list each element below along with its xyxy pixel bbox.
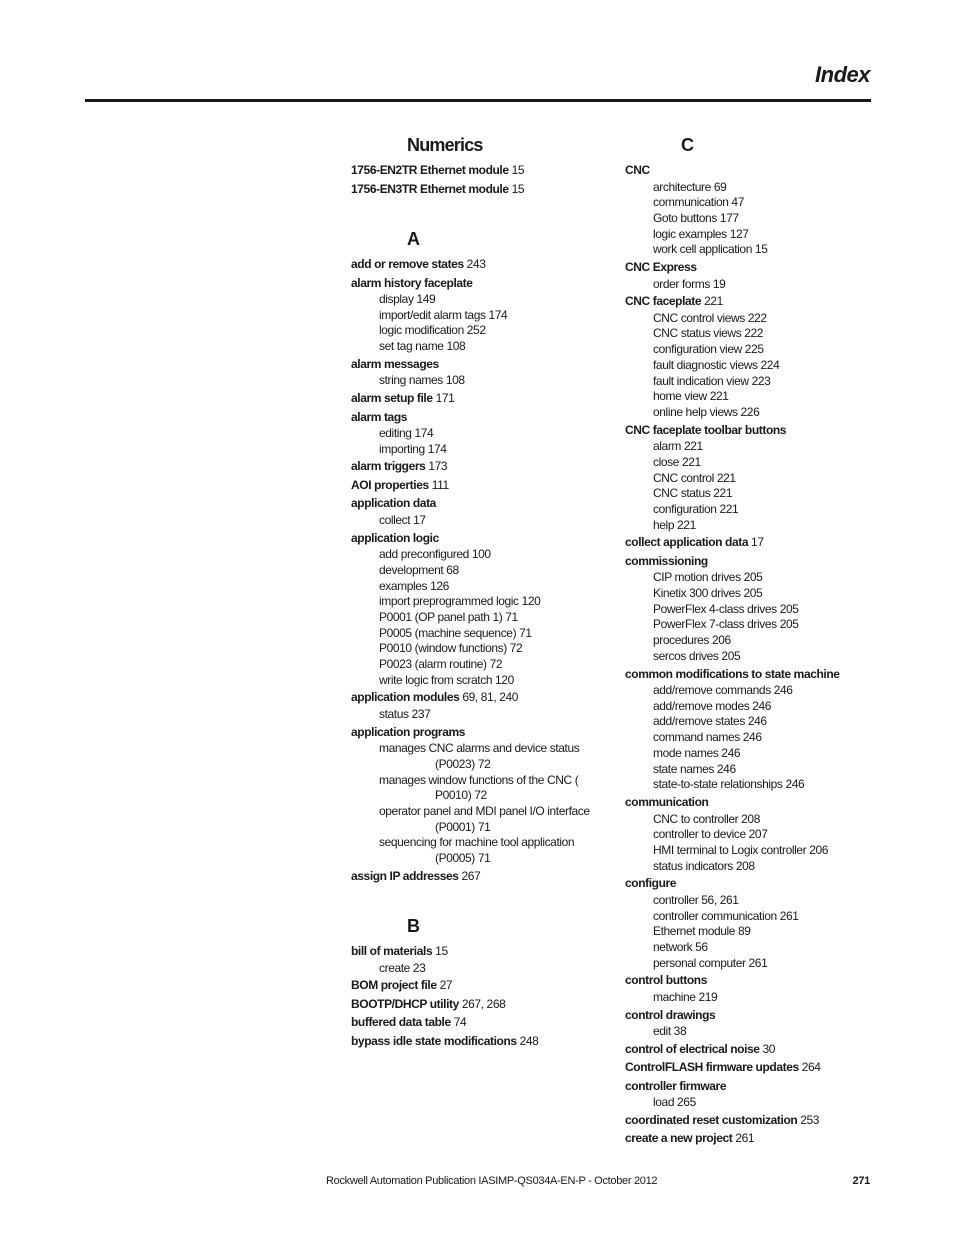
index-term: assign IP addresses bbox=[351, 868, 459, 883]
subentry-text: operator panel and MDI panel I/O interface bbox=[379, 803, 590, 818]
index-subentry: configuration view 225 bbox=[653, 342, 764, 357]
index-column-right bbox=[625, 128, 875, 1148]
page-refs: 17 bbox=[751, 535, 764, 550]
page-refs: 30 bbox=[762, 1041, 776, 1056]
index-term: application modules bbox=[351, 690, 460, 705]
subentry-text: manages CNC alarms and device status bbox=[379, 741, 580, 756]
index-term: alarm triggers bbox=[351, 459, 426, 474]
publication-info: Rockwell Automation Publication IASIMP-QS034A-EN-P - October 2012 bbox=[326, 1175, 658, 1187]
index-subentry: create 23 bbox=[379, 960, 426, 975]
index-subentry: CNC status 221 bbox=[653, 486, 733, 501]
index-term: 1756-EN3TR Ethernet module bbox=[351, 181, 509, 196]
index-term: alarm tags bbox=[351, 409, 408, 424]
subentry-text: manages window functions of the CNC ( bbox=[379, 772, 579, 787]
section-letter: B bbox=[407, 916, 420, 937]
index-entry bbox=[625, 793, 875, 812]
index-subentry: status indicators 208 bbox=[653, 858, 755, 873]
index-subentry: command names 246 bbox=[653, 730, 762, 745]
index-entry bbox=[625, 1040, 875, 1059]
index-entry bbox=[351, 255, 601, 274]
index-entry bbox=[625, 874, 875, 893]
index-subentry: controller to device 207 bbox=[653, 827, 768, 842]
index-term: alarm messages bbox=[351, 356, 439, 371]
index-subentry: write logic from scratch 120 bbox=[379, 672, 514, 687]
index-term: control buttons bbox=[625, 973, 707, 988]
index-entry bbox=[351, 457, 601, 476]
index-subentry: add/remove states 246 bbox=[653, 714, 767, 729]
section-letter: A bbox=[407, 229, 420, 249]
index-entry bbox=[625, 533, 875, 552]
index-term: create a new project bbox=[625, 1131, 733, 1146]
index-subentry: Ethernet module 89 bbox=[653, 924, 751, 939]
index-entry bbox=[625, 971, 875, 990]
index-subentry: architecture 69 bbox=[653, 179, 727, 194]
index-subentry: add preconfigured 100 bbox=[379, 547, 491, 562]
index-term: CNC faceplate toolbar buttons bbox=[625, 422, 787, 437]
index-term: ControlFLASH firmware updates bbox=[625, 1060, 799, 1075]
index-subentry: configuration 221 bbox=[653, 501, 739, 516]
index-term: communication bbox=[625, 795, 709, 809]
index-subentry: controller communication 261 bbox=[653, 908, 799, 923]
index-subentry bbox=[379, 773, 601, 804]
index-subentry: load 265 bbox=[653, 1095, 696, 1110]
page-refs: 69, 81, 240 bbox=[462, 690, 519, 705]
index-entry bbox=[351, 723, 601, 742]
index-subentry: set tag name 108 bbox=[379, 339, 466, 354]
index-subentry: development 68 bbox=[379, 562, 459, 577]
index-subentry: fault indication view 223 bbox=[653, 373, 771, 388]
index-subentry: PowerFlex 4-class drives 205 bbox=[653, 601, 799, 616]
index-term: control of electrical noise bbox=[625, 1041, 760, 1056]
index-subentry: state names 246 bbox=[653, 761, 736, 776]
header-rule bbox=[85, 99, 871, 102]
index-term: BOOTP/DHCP utility bbox=[351, 996, 459, 1011]
index-subentry: P0010 (window functions) 72 bbox=[379, 641, 523, 656]
index-entry bbox=[351, 688, 601, 707]
index-entry bbox=[625, 258, 875, 277]
index-subentry: help 221 bbox=[653, 517, 696, 532]
index-entry bbox=[625, 292, 875, 311]
index-term: 1756-EN2TR Ethernet module bbox=[351, 163, 509, 177]
page-refs: 173 bbox=[428, 459, 448, 474]
index-subentry: home view 221 bbox=[653, 389, 729, 404]
index-term: application data bbox=[351, 496, 436, 511]
subentry-continuation: (P0023) 72 bbox=[435, 756, 491, 771]
index-subentry: editing 174 bbox=[379, 426, 434, 441]
subentry-continuation: (P0001) 71 bbox=[435, 819, 491, 834]
index-subentry: CNC to controller 208 bbox=[653, 811, 760, 826]
index-term: collect application data bbox=[625, 535, 749, 550]
index-entry bbox=[351, 274, 601, 293]
index-entry bbox=[625, 665, 875, 684]
index-term: bill of materials bbox=[351, 944, 433, 959]
index-subentry: machine 219 bbox=[653, 989, 718, 1004]
index-term: control drawings bbox=[625, 1007, 716, 1022]
index-entry bbox=[351, 529, 601, 548]
index-entry bbox=[625, 1129, 875, 1148]
index-term: common modifications to state machine bbox=[625, 666, 840, 681]
page-number: 271 bbox=[852, 1175, 870, 1187]
index-entry bbox=[351, 1013, 601, 1032]
index-entry bbox=[351, 494, 601, 513]
index-subentry: personal computer 261 bbox=[653, 955, 768, 970]
index-term: CNC bbox=[625, 163, 650, 177]
index-subentry: edit 38 bbox=[653, 1024, 687, 1039]
index-subentry: Kinetix 300 drives 205 bbox=[653, 586, 763, 601]
index-entry bbox=[351, 408, 601, 427]
index-subentry: Goto buttons 177 bbox=[653, 210, 739, 225]
page-refs: 15 bbox=[435, 944, 448, 959]
index-subentry: examples 126 bbox=[379, 578, 449, 593]
index-entry bbox=[625, 161, 875, 180]
index-subentry: display 149 bbox=[379, 292, 436, 306]
index-subentry: controller 56, 261 bbox=[653, 892, 739, 907]
index-subentry: network 56 bbox=[653, 939, 708, 954]
section-letter: C bbox=[681, 135, 694, 155]
index-entry bbox=[625, 1111, 875, 1130]
page-refs: 221 bbox=[704, 294, 723, 309]
index-subentry: logic modification 252 bbox=[379, 323, 486, 338]
index-subentry: import/edit alarm tags 174 bbox=[379, 307, 508, 322]
index-subentry: add/remove modes 246 bbox=[653, 698, 772, 713]
index-entry bbox=[351, 161, 601, 180]
index-entry bbox=[625, 1077, 875, 1096]
index-subentry: order forms 19 bbox=[653, 276, 726, 291]
index-subentry: procedures 206 bbox=[653, 633, 731, 648]
index-term: CNC Express bbox=[625, 260, 697, 275]
page-refs: 171 bbox=[435, 391, 455, 406]
index-entry bbox=[351, 976, 601, 995]
index-subentry: fault diagnostic views 224 bbox=[653, 357, 780, 372]
page-refs: 267, 268 bbox=[461, 996, 506, 1011]
index-entry bbox=[351, 995, 601, 1014]
page-refs: 15 bbox=[511, 181, 525, 196]
index-entry bbox=[351, 389, 601, 408]
index-term: add or remove states bbox=[351, 257, 464, 271]
index-term: controller firmware bbox=[625, 1078, 727, 1093]
index-subentry: importing 174 bbox=[379, 441, 447, 456]
page-refs: 243 bbox=[466, 257, 486, 271]
index-subentry: state-to-state relationships 246 bbox=[653, 777, 805, 792]
page-refs: 261 bbox=[735, 1131, 755, 1146]
index-subentry: CNC control views 222 bbox=[653, 310, 767, 325]
page-refs: 264 bbox=[801, 1060, 821, 1075]
index-subentry: logic examples 127 bbox=[653, 226, 749, 241]
index-entry bbox=[351, 180, 601, 199]
index-subentry: add/remove commands 246 bbox=[653, 683, 793, 698]
index-entry bbox=[351, 942, 601, 961]
index-term: AOI properties bbox=[351, 477, 429, 492]
index-subentry: P0023 (alarm routine) 72 bbox=[379, 657, 503, 672]
page-refs: 111 bbox=[431, 477, 449, 492]
index-subentry: close 221 bbox=[653, 454, 701, 469]
index-subentry: P0001 (OP panel path 1) 71 bbox=[379, 609, 518, 624]
page-refs: 248 bbox=[519, 1033, 539, 1048]
index-column-left bbox=[351, 128, 601, 1050]
index-subentry: communication 47 bbox=[653, 195, 744, 210]
index-subentry: CIP motion drives 205 bbox=[653, 570, 763, 585]
index-term: alarm history faceplate bbox=[351, 275, 473, 290]
index-subentry: mode names 246 bbox=[653, 745, 741, 760]
index-term: configure bbox=[625, 876, 677, 891]
page-refs: 27 bbox=[439, 978, 453, 993]
index-term: application programs bbox=[351, 724, 466, 739]
index-subentry: import preprogrammed logic 120 bbox=[379, 594, 541, 609]
index-subentry: status 237 bbox=[379, 706, 431, 721]
index-subentry: collect 17 bbox=[379, 512, 426, 527]
index-term: BOM project file bbox=[351, 978, 437, 993]
index-term: commissioning bbox=[625, 553, 708, 568]
index-subentry bbox=[379, 804, 601, 835]
index-term: bypass idle state modifications bbox=[351, 1033, 517, 1048]
subentry-text: sequencing for machine tool application bbox=[379, 835, 575, 850]
subentry-continuation: P0010) 72 bbox=[435, 788, 487, 803]
index-entry bbox=[351, 476, 601, 495]
index-subentry: HMI terminal to Logix controller 206 bbox=[653, 842, 829, 857]
index-term: buffered data table bbox=[351, 1015, 451, 1030]
index-term: alarm setup file bbox=[351, 391, 433, 406]
index-subentry: sercos drives 205 bbox=[653, 648, 741, 663]
index-subentry: CNC status views 222 bbox=[653, 326, 764, 341]
index-term: coordinated reset customization bbox=[625, 1112, 798, 1127]
index-subentry: work cell application 15 bbox=[653, 242, 768, 257]
index-entry bbox=[351, 1032, 601, 1051]
index-subentry: string names 108 bbox=[379, 373, 465, 388]
index-subentry: PowerFlex 7-class drives 205 bbox=[653, 617, 799, 632]
index-subentry: P0005 (machine sequence) 71 bbox=[379, 625, 532, 640]
index-term: CNC faceplate bbox=[625, 294, 702, 309]
index-subentry bbox=[379, 741, 601, 772]
index-entry bbox=[625, 421, 875, 440]
index-subentry: CNC control 221 bbox=[653, 470, 736, 485]
index-subentry: alarm 221 bbox=[653, 439, 703, 454]
index-entry bbox=[351, 355, 601, 374]
index-entry bbox=[625, 552, 875, 571]
index-entry bbox=[625, 1006, 875, 1025]
index-entry bbox=[625, 1058, 875, 1077]
index-subentry: online help views 226 bbox=[653, 404, 760, 419]
page-refs: 74 bbox=[453, 1015, 467, 1030]
index-subentry bbox=[379, 835, 601, 866]
page-title: Index bbox=[815, 62, 870, 87]
section-letter: Numerics bbox=[407, 135, 483, 155]
page-refs: 267 bbox=[461, 868, 481, 883]
subentry-continuation: (P0005) 71 bbox=[435, 851, 491, 866]
page-refs: 253 bbox=[800, 1112, 820, 1127]
index-term: application logic bbox=[351, 530, 439, 545]
page-refs: 15 bbox=[511, 163, 525, 177]
index-entry bbox=[351, 867, 601, 886]
